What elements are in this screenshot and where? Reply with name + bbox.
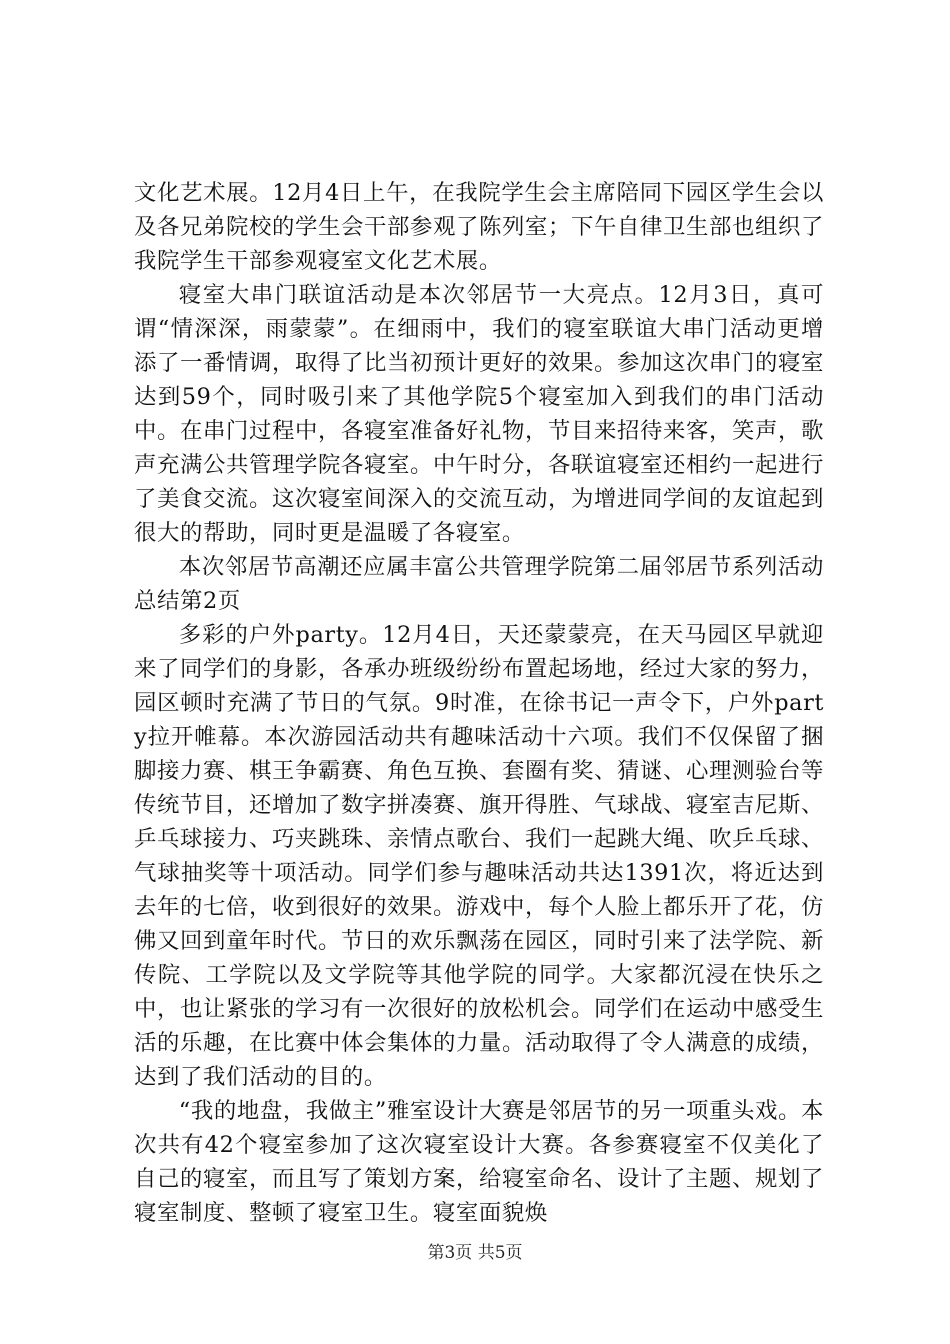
paragraph-climax: 本次邻居节高潮还应属丰富公共管理学院第二届邻居节系列活动总结第2页 xyxy=(134,554,824,614)
document-body xyxy=(134,176,824,1230)
paragraph-art-exhibition: 文化艺术展。12月4日上午，在我院学生会主席陪同下园区学生会以及各兄弟院校的学生会干部参观了陈列室；下午自律卫生部也组织了我院学生干部参观寝室文化艺术展。 xyxy=(134,180,824,274)
paragraph-dorm-visit: 寝室大串门联谊活动是本次邻居节一大亮点。12月3日，真可谓“情深深，雨蒙蒙”。在细雨中，我们的寝室联谊大串门活动更增添了一番情调，取得了比当初预计更好的效果。参加这次串门的寝室达到59个，同时吸引来了其他学院5个寝室加入到我们的串门活动中。在串门过程中，各寝室准备好礼物，节目来招待来客，笑声，歌声充满公共管理学院各寝室。中午时分，各联谊寝室还相约一起进行了美食交流。这次寝室间深入的交流互动，为增进同学间的友谊起到很大的帮助，同时更是温暖了各寝室。 xyxy=(134,282,824,546)
paragraph-outdoor-party: 多彩的户外party。12月4日，天还蒙蒙亮，在天马园区早就迎来了同学们的身影，各承办班级纷纷布置起场地，经过大家的努力，园区顿时充满了节日的气氛。9时准，在徐书记一声令下，户外party拉开帷幕。本次游园活动共有趣味活动十六项。我们不仅保留了捆脚接力赛、棋王争霸赛、角色互换、套圈有奖、猜谜、心理测验台等传统节目，还增加了数字拼凑赛、旗开得胜、气球战、寝室吉尼斯、乒乓球接力、巧夹跳珠、亲情点歌台、我们一起跳大绳、吹乒乓球、气球抽奖等十项活动。同学们参与趣味活动共达1391次，将近达到去年的七倍，收到很好的效果。游戏中，每个人脸上都乐开了花，仿佛又回到童年时代。节日的欢乐飘荡在园区，同时引来了法学院、新传院、工学院以及文学院等其他学院的同学。大家都沉浸在快乐之中，也让紧张的学习有一次很好的放松机会。同学们在运动中感受生活的乐趣，在比赛中体会集体的力量。活动取得了令人满意的成绩，达到了我们活动的目的。 xyxy=(134,622,824,1090)
paragraph-dorm-design: “我的地盘，我做主”雅室设计大赛是邻居节的另一项重头戏。本次共有42个寝室参加了这次寝室设计大赛。各参赛寝室不仅美化了自己的寝室，而且写了策划方案，给寝室命名、设计了主题、规划了寝室制度、整顿了寝室卫生。寝室面貌焕 xyxy=(134,1098,824,1226)
page-number-footer: 第3页 共5页 xyxy=(427,1243,523,1263)
